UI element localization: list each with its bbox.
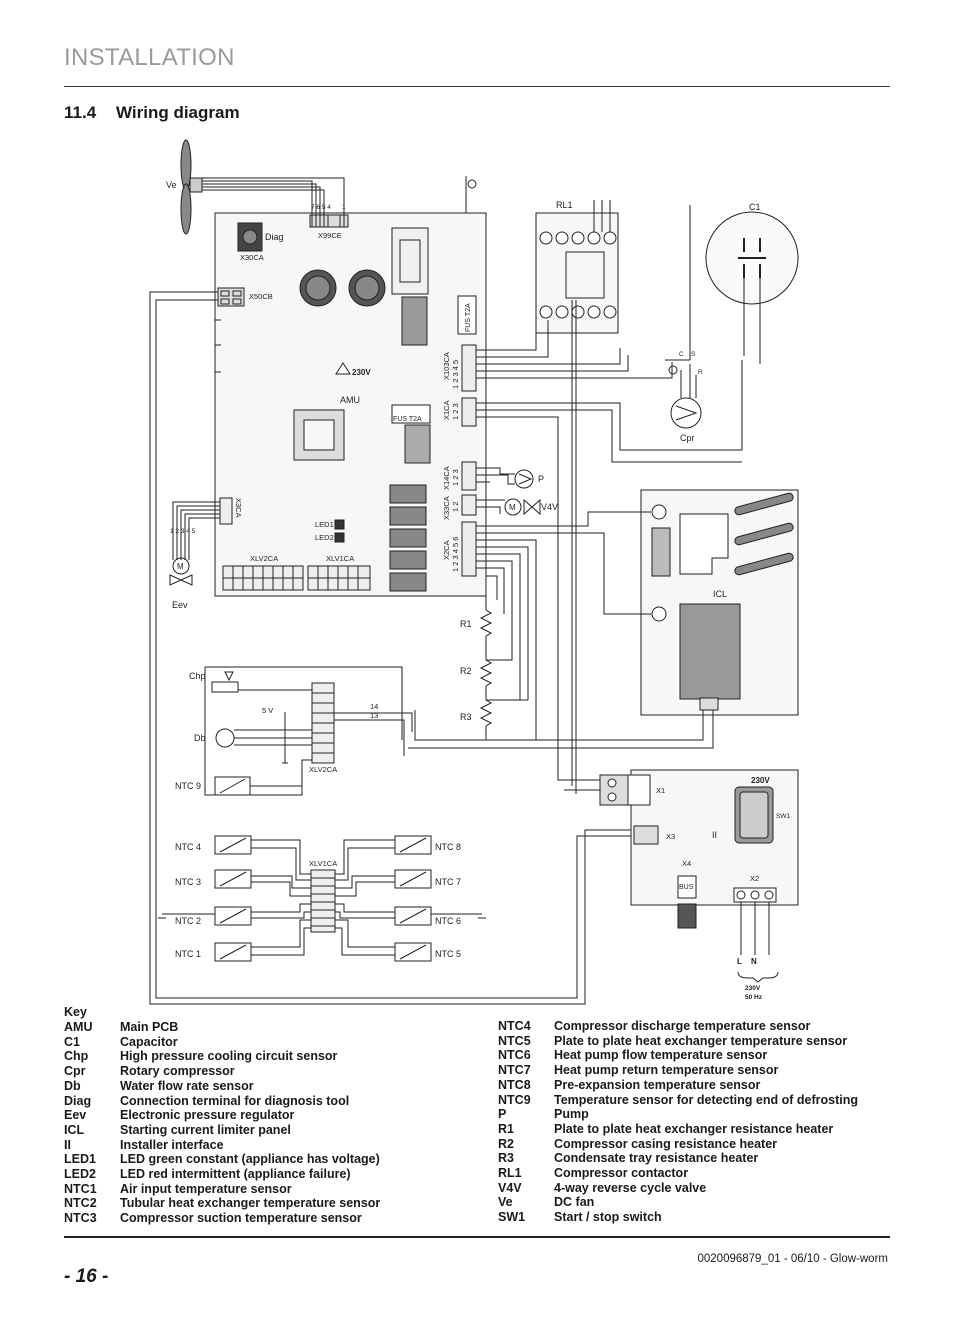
label-eev-m: M [177,562,184,571]
label-ntc8: NTC 8 [435,842,462,852]
key-row [498,1048,858,1063]
key-code: NTC9 [498,1092,531,1107]
key-desc: Air input temperature sensor [120,1181,292,1196]
key-row [498,1063,858,1078]
key-desc: High pressure cooling circuit sensor [120,1049,338,1064]
label-x14ca: X14CA [442,466,451,490]
label-x50cb: X50CB [249,292,273,301]
label-cpr: Cpr [680,433,695,443]
key-row [498,1137,858,1152]
key-row [64,1079,380,1094]
label-r1: R1 [460,619,472,629]
key-desc: Connection terminal for diagnosis tool [120,1093,350,1108]
key-desc: Condensate tray resistance heater [554,1151,759,1166]
page-number: - 16 - [64,1266,109,1287]
label-mains-frequency: 50 Hz [745,994,762,1001]
key-desc: Pre-expansion temperature sensor [554,1077,761,1092]
key-desc: Compressor suction temperature sensor [120,1211,362,1226]
document-reference: 0020096879_01 - 06/10 - Glow-worm [697,1253,888,1265]
label-ii: II [712,830,718,840]
label-5v: 5 V [262,706,274,715]
key-desc: Temperature sensor for detecting end of defrosting [554,1092,858,1107]
label-mains-voltage: 230V [745,985,761,992]
label-r3: R3 [460,712,472,722]
section-number: 11.4 [64,103,97,122]
label-x2ca-pins: 1 2 3 4 5 6 [451,536,460,572]
label-x103ca-pins: 1 2 3 4 5 [451,359,460,389]
label-x99ce-pins: 7 6 5 4 [311,204,331,211]
label-x1ca-pins: 1 2 3 [451,403,460,420]
db-sensor [216,729,234,747]
key-row [64,1064,380,1079]
key-code: NTC4 [498,1019,531,1033]
label-r: R [698,369,703,376]
page-header-title: INSTALLATION [64,44,235,71]
label-ntc6: NTC 6 [435,916,462,926]
xlv1ca-harness [311,870,335,932]
label-ntc2: NTC 2 [175,916,202,926]
key-desc: DC fan [554,1195,595,1210]
key-code: LED1 [64,1152,96,1167]
key-desc: Rotary compressor [120,1064,235,1079]
label-x33ca: X33CA [442,496,451,520]
key-row [498,1181,858,1196]
label-x2: X2 [750,874,760,883]
key-code: NTC7 [498,1063,531,1078]
label-xlv2ca-harness: XLV2CA [309,765,338,774]
key-row [64,1123,380,1138]
label-x99ce-pin1: 1 [342,204,346,211]
key-row [64,1035,380,1050]
label-x33ca-pins: 1 2 [451,501,460,512]
key-code: LED2 [64,1167,96,1182]
key-row [64,1020,380,1035]
label-led1: LED1 [315,520,334,529]
key-desc: Capacitor [120,1034,178,1049]
key-desc: Heat pump flow temperature sensor [554,1048,768,1063]
key-row [498,1107,858,1122]
key-desc: Starting current limiter panel [120,1122,291,1137]
label-led2: LED2 [315,533,334,542]
label-ntc3: NTC 3 [175,877,202,887]
label-ntc1: NTC 1 [175,949,202,959]
key-code: SW1 [498,1210,526,1225]
key-row [498,1210,858,1225]
led1 [335,520,344,529]
key-code: C1 [64,1034,80,1049]
label-v4v-m: M [509,503,516,512]
label-chp: Chp [189,671,206,681]
key-row [498,1078,858,1093]
led2 [335,533,344,542]
key-row [64,1108,380,1123]
label-p: P [538,474,545,484]
label-x1: X1 [656,786,666,795]
key-row [498,1195,858,1210]
label-rl1: RL1 [556,200,573,210]
label-bus: BUS [679,884,694,891]
key-code: R3 [498,1151,514,1166]
key-desc: Plate to plate heat exchanger temperature sensor [554,1033,848,1048]
label-r2: R2 [460,666,472,676]
key-code: NTC5 [498,1033,531,1048]
label-x103ca: X103CA [442,352,451,380]
key-row [498,1151,858,1166]
key-desc: Heat pump return temperature sensor [554,1063,779,1078]
key-row [64,1094,380,1109]
label-diag: Diag [265,232,284,242]
key-code: ICL [64,1122,85,1137]
key-title: Key [64,1005,87,1019]
key-desc: LED red intermittent (appliance failure) [120,1167,351,1182]
key-code: Db [64,1078,81,1093]
label-icl: ICL [713,589,728,599]
key-code: V4V [498,1180,522,1195]
label-x4: X4 [682,859,692,868]
label-eev-pins: 1 2 3 4 5 [170,528,196,535]
key-code: NTC1 [64,1181,97,1196]
key-desc: Start / stop switch [554,1210,662,1225]
key-code: R1 [498,1121,514,1136]
label-x2ca: X2CA [442,540,451,560]
x3-connector [634,826,658,844]
footer-rule [64,1236,890,1238]
key-code: Diag [64,1093,92,1108]
label-x14ca-pins: 1 2 3 [451,469,460,486]
label-v4v: V4V [541,502,559,512]
key-code: NTC8 [498,1077,531,1092]
section-title: Wiring diagram [116,103,240,122]
key-row [64,1182,380,1197]
key-desc: 4-way reverse cycle valve [554,1180,707,1195]
key-row [64,1138,380,1153]
label-n: N [751,957,757,966]
label-c1: C1 [749,202,761,212]
key-row [64,1049,380,1064]
label-wire-14: 14 [370,702,379,711]
label-ntc9: NTC 9 [175,781,202,791]
label-s: S [691,351,696,358]
key-row [498,1166,858,1181]
key-row [498,1019,858,1034]
label-230v: 230V [352,368,371,377]
label-fus-vertical: FUS T2A [465,303,472,332]
key-desc: Compressor casing resistance heater [554,1136,778,1151]
key-desc: Compressor discharge temperature sensor [554,1019,811,1033]
key-code: NTC3 [64,1211,97,1226]
label-v3ca: X3CA [234,498,243,518]
key-desc: Plate to plate heat exchanger resistance heater [554,1121,834,1136]
key-code: II [64,1137,71,1152]
key-row [498,1122,858,1137]
key-row [64,1211,380,1226]
key-row [64,1167,380,1182]
label-xlv1ca-harness: XLV1CA [309,859,338,868]
key-column-right [498,1019,858,1225]
label-xlv1ca: XLV1CA [326,554,355,563]
key-code: NTC6 [498,1048,531,1063]
key-desc: LED green constant (appliance has voltage) [120,1152,380,1167]
label-x99ce: X99CE [318,231,342,240]
key-row [64,1152,380,1167]
label-wire-13: 13 [370,711,379,720]
label-amu: AMU [340,395,360,405]
label-xlv2ca: XLV2CA [250,554,279,563]
key-desc: Water flow rate sensor [120,1078,254,1093]
label-sw1: SW1 [776,813,791,820]
key-desc: Main PCB [120,1020,179,1034]
label-l: L [737,957,742,966]
key-code: Eev [64,1108,87,1123]
label-ntc4: NTC 4 [175,842,202,852]
label-x1ca: X1CA [442,400,451,420]
key-desc: Pump [554,1107,589,1122]
label-230v-ii: 230V [751,776,770,785]
key-code: AMU [64,1020,93,1034]
label-eev: Eev [172,600,188,610]
key-column-left [64,1020,380,1226]
label-ve: Ve [166,180,177,190]
key-code: Ve [498,1195,513,1210]
label-fus-horizontal: FUS T2A [393,416,422,423]
key-desc: Installer interface [120,1137,224,1152]
key-desc: Electronic pressure regulator [120,1108,295,1123]
key-code: Chp [64,1049,89,1064]
key-row [498,1034,858,1049]
label-c: C [679,351,684,358]
key-desc: Tubular heat exchanger temperature sensor [120,1196,381,1211]
key-code: RL1 [498,1166,522,1181]
key-row [498,1093,858,1108]
key-code: R2 [498,1136,514,1151]
label-ntc7: NTC 7 [435,877,462,887]
label-ntc5: NTC 5 [435,949,462,959]
key-desc: Compressor contactor [554,1166,689,1181]
label-x30ca: X30CA [240,253,264,262]
key-code: Cpr [64,1064,86,1079]
key-code: P [498,1107,507,1122]
key-code: NTC2 [64,1196,97,1211]
label-db: Db [194,733,206,743]
label-x3: X3 [666,832,676,841]
key-row [64,1196,380,1211]
